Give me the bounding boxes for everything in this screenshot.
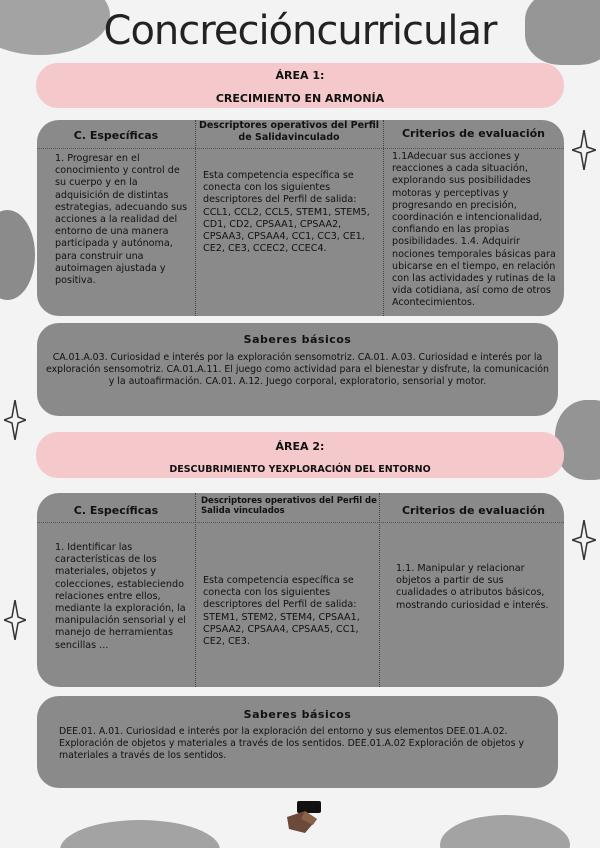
area1-heading: ÁREA 1: (275, 69, 325, 82)
area2-name: DESCUBRIMIENTO YEXPLORACIÓN DEL ENTORNO (169, 464, 431, 475)
sparkle-icon (572, 130, 596, 170)
area1-especifica-text: 1. Progresar en el conocimiento y control de su cuerpo y en la adquisición de distintas estrategias, adecuando sus acciones a la realidad del entorno de una manera participada y autónoma, para construir una autoimagen ajustada y positiva. (55, 153, 188, 287)
area1-criterios-text: 1.1Adecuar sus acciones y reacciones a cada situación, explorando sus posibilidades motoras y perceptivas y progresando en precisión, coordinación e intencionalidad, confiando en las propias posibilidades. 1.4. Adquirir nociones temporales básicas para ubicarse en el tiempo, en relación con las actividades y rutinas de la vida cotidiana, así como de otros Acontecimientos. (392, 151, 556, 309)
divider (195, 120, 196, 316)
area2-col-especificas: C. Específicas (73, 504, 159, 517)
page-title: Concrecióncurricular (103, 8, 497, 54)
sparkle-icon (572, 520, 596, 560)
decorative-blob-bottom-left (60, 820, 220, 848)
area2-heading: ÁREA 2: (275, 440, 325, 453)
logo-icon (283, 799, 325, 843)
divider (195, 493, 196, 687)
decorative-blob-bottom-right (440, 815, 570, 848)
area2-banner (36, 432, 564, 478)
area1-col-descriptores: Descriptores operativos del Perfil de Salidavinculado (198, 120, 380, 143)
area2-saberes-panel (37, 696, 558, 788)
area1-saberes-panel (37, 323, 558, 416)
area1-saberes-text: CA.01.A.03. Curiosidad e interés por la exploración sensomotriz. CA.01. A.03. Curiosidad e interés por la exploración sensomotriz. CA.01.A.11. El juego como actividad para el bienestar y disfrute, la comunicación y la autoafirmación. CA.01. A.12. Juego corporal, exploratorio, sensorial y motor. (46, 352, 549, 388)
area1-descriptores-text: Esta competencia específica se conecta con los siguientes descriptores del Perfil de salida: CCL1, CCL2, CCL5, STEM1, STEM5, CD1, CD2, CPSAA1, CPSAA2, CPSAA3, CPSAA4, CC1, CC3, CE1, CE2, CE3, CCEC2, CCEC4. (203, 170, 370, 255)
area2-col-criterios: Criterios de evaluación (401, 504, 546, 517)
area2-especifica-text: 1. Identificar las características de los materiales, objetos y colecciones, estableciendo relaciones entre ellos, mediante la exploración, la manipulación sensorial y el manejo de herramientas sencillas ... (55, 542, 186, 651)
divider (383, 120, 384, 316)
area2-saberes-title: Saberes básicos (243, 708, 352, 721)
sparkle-icon (4, 400, 26, 440)
decorative-blob-left (0, 210, 35, 300)
area2-saberes-text: DEE.01. A.01. Curiosidad e interés por la exploración del entorno y sus elementos DEE.01.A.02. Exploración de objetos y materiales a través de los sentidos. DEE.01.A.02 Exploración de objetos y materiales a través de los sentidos. (59, 726, 525, 762)
divider (37, 522, 564, 523)
area2-table (37, 493, 564, 687)
area1-table (37, 120, 564, 316)
area2-col-descriptores: Descriptores operativos del Perfil de Salida vinculados (201, 496, 377, 516)
area1-col-criterios: Criterios de evaluación (401, 127, 546, 140)
sparkle-icon (4, 600, 26, 640)
divider (379, 493, 380, 687)
area1-banner (36, 63, 564, 108)
divider (37, 148, 564, 149)
area1-name: CRECIMIENTO EN ARMONÍA (215, 92, 385, 105)
area2-descriptores-text: Esta competencia específica se conecta con los siguientes descriptores del Perfil de salida: STEM1, STEM2, STEM4, CPSAA1, CPSAA2, CPSAA4, CPSAA5, CC1, CE2, CE3. (203, 575, 360, 648)
area1-saberes-title: Saberes básicos (243, 333, 352, 346)
area1-col-especificas: C. Específicas (73, 129, 159, 142)
area2-criterios-text: 1.1. Manipular y relacionar objetos a partir de sus cualidades o atributos básicos, mostrando curiosidad e interés. (396, 563, 549, 611)
